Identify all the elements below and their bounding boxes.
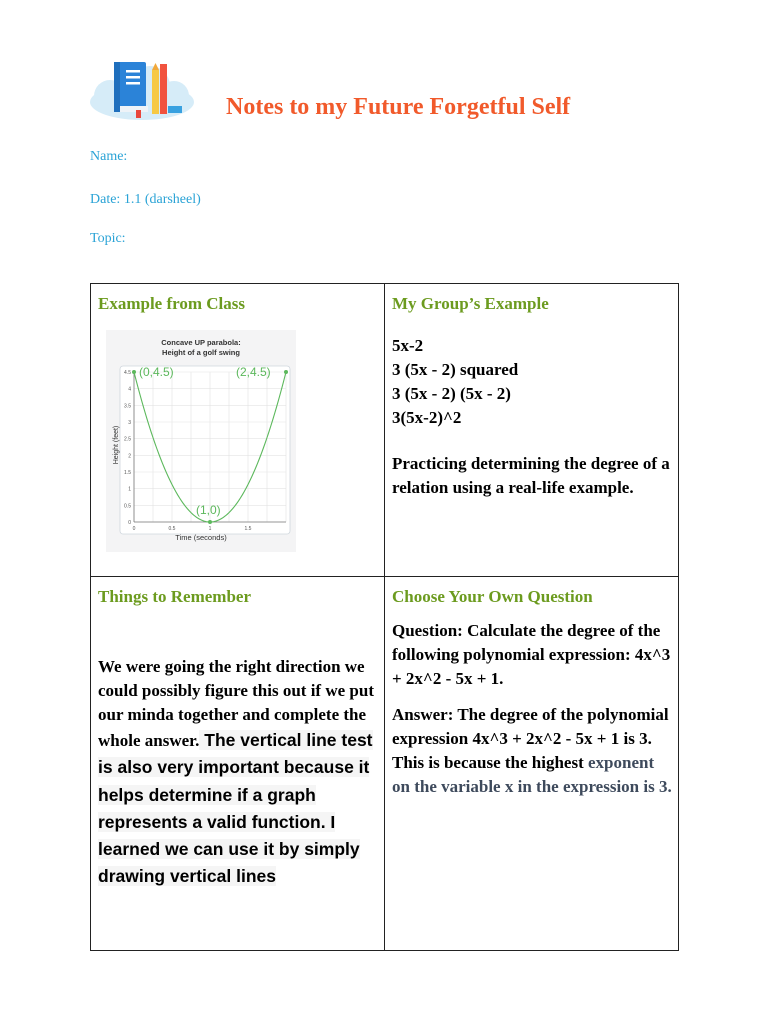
- point-marker: [208, 520, 212, 524]
- y-tick-label: 0: [128, 520, 131, 526]
- topic-field-label: Topic:: [90, 231, 126, 246]
- cell-heading: Things to Remember: [98, 587, 251, 606]
- name-field-label: Name:: [90, 149, 128, 164]
- cell-example-from-class: [91, 284, 385, 577]
- point-marker: [132, 370, 136, 374]
- question-text: Question: Calculate the degree of the following polynomial expression: 4x^3 + 2x^2 - 5x + 1.: [392, 621, 671, 688]
- y-axis-label: Height (feet): [113, 425, 120, 465]
- y-tick-label: 3.5: [124, 403, 131, 410]
- x-tick-label: 0.5: [168, 526, 176, 532]
- notes-table: [90, 283, 679, 951]
- y-tick-label: 1.5: [124, 470, 131, 476]
- cell-things-to-remember: [91, 577, 385, 951]
- parabola-chart: [106, 330, 296, 552]
- notebook-pencil-cloud-icon: [88, 56, 196, 122]
- y-tick-label: 2.5: [124, 436, 131, 443]
- expression-line: 3(5x-2)^2: [392, 408, 462, 427]
- cell-my-groups-example: [385, 284, 679, 577]
- point-label: (2,4.5): [236, 365, 271, 379]
- cell-heading: My Group’s Example: [392, 294, 549, 313]
- page-title: Notes to my Future Forgetful Self: [226, 94, 571, 120]
- remember-text: [98, 655, 378, 891]
- cell-heading: Choose Your Own Question: [392, 587, 593, 606]
- y-tick-label: 4.5: [124, 370, 131, 376]
- y-tick-label: 1: [128, 486, 131, 493]
- cell-choose-your-own-question: [385, 577, 679, 951]
- cell-heading: Example from Class: [98, 294, 246, 313]
- expression-line: 3 (5x - 2) squared: [392, 360, 519, 379]
- x-axis-label: Time (seconds): [175, 533, 227, 542]
- y-tick-label: 0.5: [124, 503, 131, 510]
- y-tick-label: 3: [128, 420, 131, 426]
- x-tick-label: 1: [208, 526, 212, 532]
- remember-text-part-2: The vertical line test is also very important because it helps determine if a graph represents a valid function. I learned we can use it by simply drawing vertical lines: [98, 730, 373, 887]
- point-label: (1,0): [196, 503, 221, 517]
- expression-line: 5x-2: [392, 336, 424, 355]
- x-tick-label: 1.5: [244, 526, 252, 532]
- answer-text: [392, 703, 672, 799]
- point-label: (0,4.5): [139, 365, 174, 379]
- y-tick-label: 2: [128, 453, 131, 460]
- answer-text-part-2: exponent on the variable x in the expression is 3.: [392, 753, 672, 796]
- date-field-label: Date: 1.1 (darsheel): [90, 192, 201, 207]
- group-note: Practicing determining the degree of a relation using a real-life example.: [392, 454, 670, 497]
- chart-svg: [106, 330, 296, 552]
- y-tick-label: 4: [128, 386, 131, 393]
- chart-title-line-1: Concave UP parabola:: [161, 338, 241, 347]
- x-tick-label: 0: [132, 526, 136, 532]
- expression-list: [392, 334, 672, 430]
- expression-line: 3 (5x - 2) (5x - 2): [392, 384, 511, 403]
- answer-text-part-1: Answer: The degree of the polynomial expression 4x^3 + 2x^2 - 5x + 1 is 3. This is because the highest: [392, 705, 669, 772]
- chart-title-line-2: Height of a golf swing: [162, 348, 240, 357]
- remember-text-part-1: We were going the right direction we could possibly figure this out if we put our minda together and complete the whole answer.: [98, 657, 374, 750]
- point-marker: [284, 370, 288, 374]
